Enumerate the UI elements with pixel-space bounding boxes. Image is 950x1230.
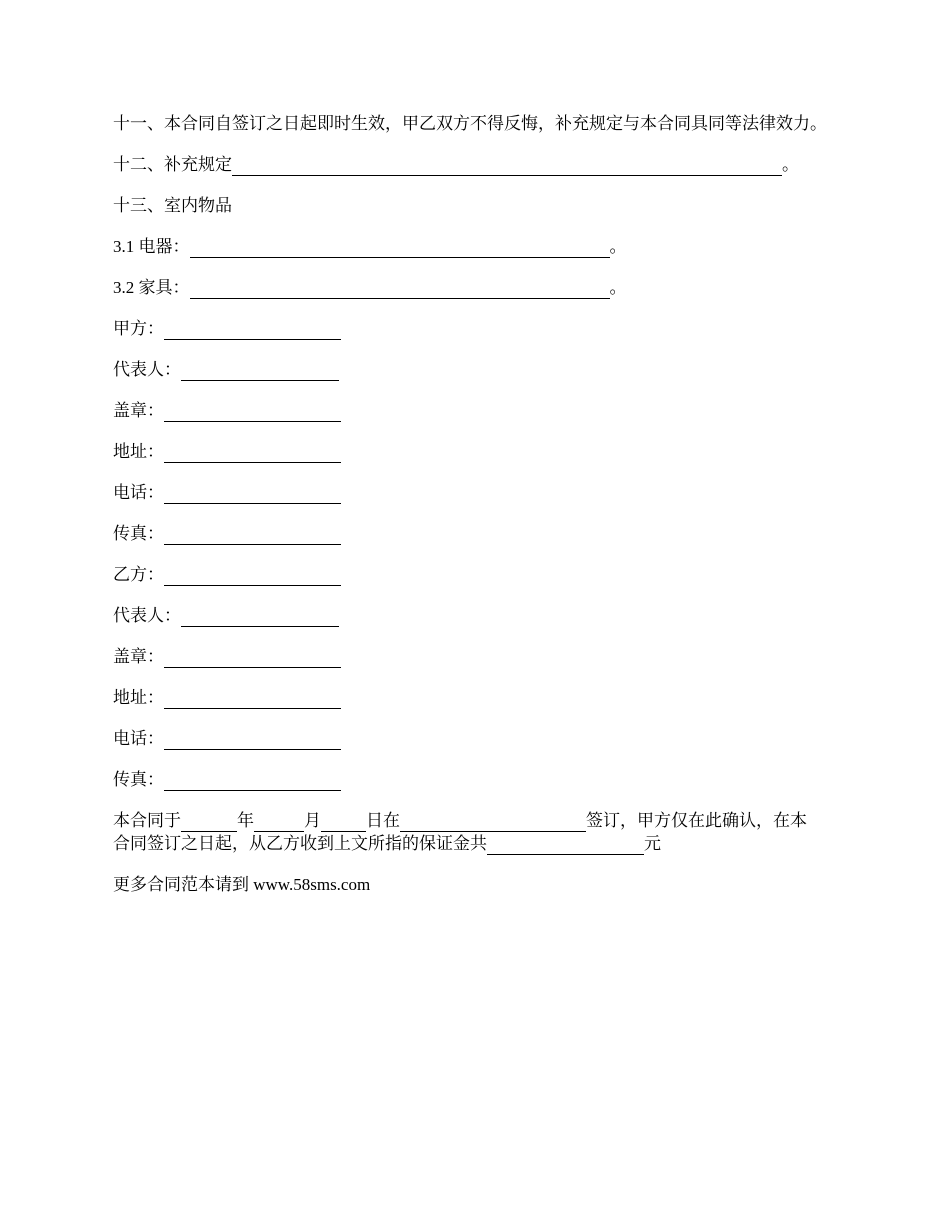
- party-a-address-label: 地址：: [113, 442, 164, 461]
- party-a-seal-label: 盖章：: [113, 401, 164, 420]
- party-b-rep-blank[interactable]: [181, 608, 339, 627]
- party-b-rep-row: [113, 604, 843, 627]
- party-a-fax-label: 传真：: [113, 524, 164, 543]
- closing-text-1: 本合同于: [113, 811, 181, 830]
- closing-year: 年: [237, 811, 254, 830]
- document-body: [113, 112, 843, 914]
- clause-12: [113, 153, 843, 176]
- clause-12-label: 十二、补充规定: [113, 155, 232, 174]
- supplement-blank[interactable]: [232, 157, 782, 176]
- party-b-fax-row: [113, 768, 843, 791]
- month-blank[interactable]: [254, 813, 304, 832]
- party-a-phone-row: [113, 481, 843, 504]
- closing-unit: 元: [644, 834, 661, 853]
- deposit-blank[interactable]: [487, 836, 644, 855]
- closing-signed: 签订，甲方仅在此确认，在本: [586, 811, 807, 830]
- party-b-address-row: [113, 686, 843, 709]
- party-b-seal-blank[interactable]: [164, 649, 341, 668]
- appliances-blank[interactable]: [190, 239, 610, 258]
- clause-11: 十一、本合同自签订之日起即时生效，甲乙双方不得反悔，补充规定与本合同具同等法律效力。: [113, 114, 827, 133]
- party-b-address-blank[interactable]: [164, 690, 341, 709]
- party-a-fax-row: [113, 522, 843, 545]
- year-blank[interactable]: [181, 813, 237, 832]
- closing-paragraph: [113, 809, 843, 855]
- clause-12-end: 。: [782, 155, 799, 174]
- item-3-1-end: 。: [609, 237, 627, 256]
- party-b-fax-label: 传真：: [113, 770, 164, 789]
- party-a-phone-label: 电话：: [113, 483, 164, 502]
- closing-text-2: 合同签订之日起，从乙方收到上文所指的保证金共: [113, 834, 487, 853]
- footer-note: 更多合同范本请到 www.58sms.com: [113, 875, 371, 894]
- party-a-address-row: [113, 440, 843, 463]
- item-3-2: [113, 276, 843, 299]
- party-b-name-blank[interactable]: [164, 567, 341, 586]
- party-b-phone-blank[interactable]: [164, 731, 341, 750]
- clause-13: 十三、室内物品: [113, 196, 232, 215]
- party-a-address-blank[interactable]: [164, 444, 341, 463]
- party-b-phone-label: 电话：: [113, 729, 164, 748]
- party-b-seal-row: [113, 645, 843, 668]
- day-blank[interactable]: [321, 813, 366, 832]
- item-3-2-label: 3.2 家具：: [113, 278, 190, 297]
- party-b-rep-label: 代表人：: [113, 606, 181, 625]
- party-a-seal-row: [113, 399, 843, 422]
- closing-day: 日在: [366, 811, 400, 830]
- party-a-name-blank[interactable]: [164, 321, 341, 340]
- furniture-blank[interactable]: [190, 280, 610, 299]
- item-3-2-end: 。: [609, 278, 627, 297]
- closing-month: 月: [304, 811, 321, 830]
- place-blank[interactable]: [400, 813, 586, 832]
- party-b-phone-row: [113, 727, 843, 750]
- party-a-seal-blank[interactable]: [164, 403, 341, 422]
- party-b-fax-blank[interactable]: [164, 772, 341, 791]
- party-b-address-label: 地址：: [113, 688, 164, 707]
- party-b-seal-label: 盖章：: [113, 647, 164, 666]
- party-a-phone-blank[interactable]: [164, 485, 341, 504]
- party-a-rep-row: [113, 358, 843, 381]
- item-3-1: [113, 235, 843, 258]
- party-a-name-label: 甲方：: [113, 319, 164, 338]
- party-a-fax-blank[interactable]: [164, 526, 341, 545]
- party-b-name-label: 乙方：: [113, 565, 164, 584]
- party-a-name-row: [113, 317, 843, 340]
- item-3-1-label: 3.1 电器：: [113, 237, 190, 256]
- party-b-name-row: [113, 563, 843, 586]
- party-a-rep-blank[interactable]: [181, 362, 339, 381]
- party-a-rep-label: 代表人：: [113, 360, 181, 379]
